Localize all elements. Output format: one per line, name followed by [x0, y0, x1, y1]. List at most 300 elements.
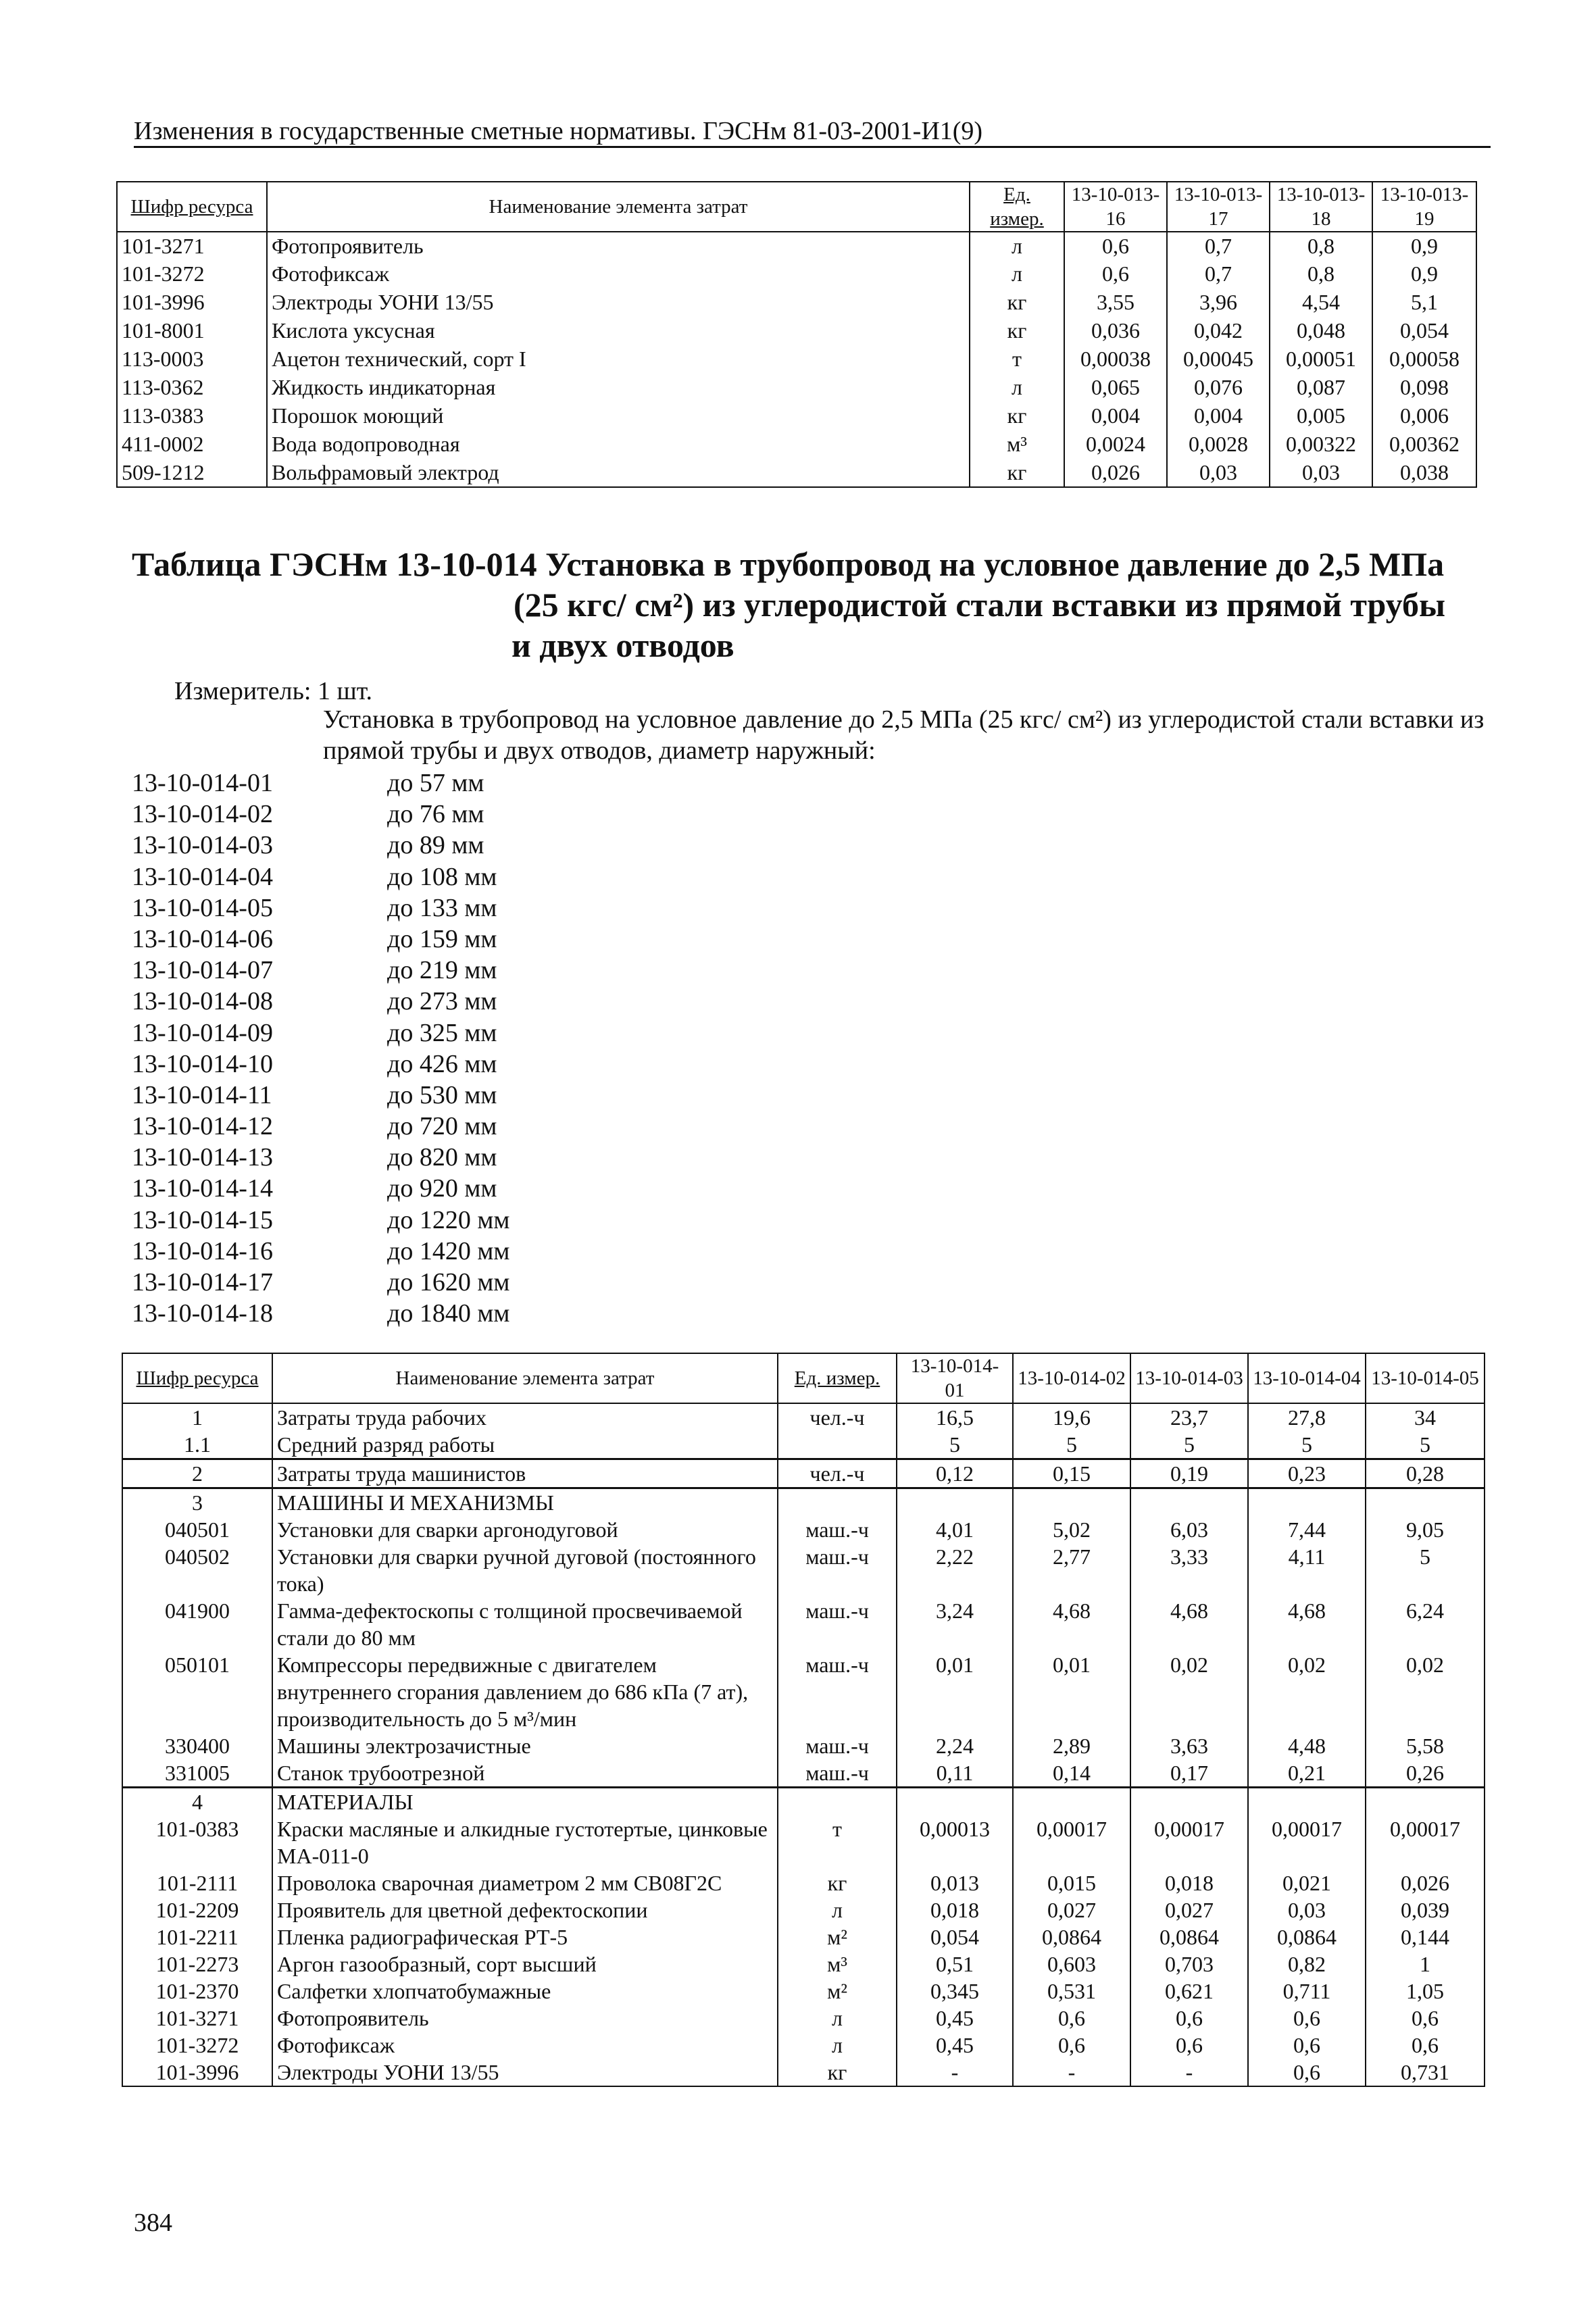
norm-code-item	[132, 1173, 509, 1204]
resource-unit: маш.-ч	[778, 1516, 897, 1543]
resource-unit: чел.-ч	[778, 1459, 897, 1488]
resource-code: 113-0362	[117, 374, 267, 402]
resource-unit: л	[970, 232, 1064, 260]
resource-value: 3,55	[1064, 288, 1167, 317]
col-header-norm: 13-10-014-01	[897, 1353, 1013, 1403]
table-row	[122, 1732, 1485, 1759]
resource-value: 0,28	[1366, 1459, 1485, 1488]
resource-value: 0,026	[1366, 1869, 1485, 1896]
table-row	[117, 288, 1476, 317]
resource-name: Машины электрозачистные	[272, 1732, 778, 1759]
norm-code: 13-10-014-14	[132, 1174, 273, 1203]
norm-code: 13-10-014-11	[132, 1080, 272, 1109]
resource-value: 0,03	[1167, 459, 1270, 487]
resource-value: 0,00051	[1270, 345, 1372, 374]
resource-value: 4,68	[1013, 1597, 1130, 1651]
norm-diameter: до 1620 мм	[387, 1268, 510, 1297]
table-row	[117, 260, 1476, 288]
norm-code-item	[132, 768, 509, 799]
resource-name: Электроды УОНИ 13/55	[267, 288, 970, 317]
resource-value: 0,00322	[1270, 430, 1372, 459]
resource-value: 0,15	[1013, 1459, 1130, 1488]
resource-value: 0,02	[1248, 1651, 1366, 1732]
col-header-norm: 13-10-014-05	[1366, 1353, 1485, 1403]
resource-value: 0,6	[1130, 2032, 1248, 2059]
norm-diameter: до 57 мм	[387, 769, 484, 797]
resource-code: 101-3996	[122, 2059, 272, 2086]
resource-value: 0,039	[1366, 1896, 1485, 1923]
resource-value: 0,11	[897, 1759, 1013, 1788]
resource-value: 0,005	[1270, 402, 1372, 430]
resource-value: 1	[1366, 1951, 1485, 1978]
norm-code-item	[132, 1298, 509, 1329]
resource-unit: м³	[778, 1951, 897, 1978]
page-number: 384	[134, 2209, 172, 2237]
norm-code: 13-10-014-12	[132, 1112, 273, 1141]
resource-value: 0,6	[1366, 2032, 1485, 2059]
resource-value: 0,0864	[1130, 1923, 1248, 1951]
resource-value: -	[897, 2059, 1013, 2086]
resource-name: Фотопроявитель	[272, 2005, 778, 2032]
resource-name: Установки для сварки ручной дуговой (постоянного тока)	[272, 1543, 778, 1597]
norm-code-item	[132, 1111, 509, 1142]
norm-diameter: до 1420 мм	[387, 1236, 510, 1265]
resource-name: Компрессоры передвижные с двигателем внутреннего сгорания давлением до 686 кПа (7 ат), производительность до 5 м³/мин	[272, 1651, 778, 1732]
table-row	[122, 2032, 1485, 2059]
resource-unit: л	[970, 260, 1064, 288]
resource-value: 23,7	[1130, 1403, 1248, 1431]
norm-code-item	[132, 1236, 509, 1267]
resource-code: 3	[122, 1488, 272, 1517]
norm-code: 13-10-014-04	[132, 862, 273, 891]
resource-value: 0,14	[1013, 1759, 1130, 1788]
resource-value: 0,0864	[1248, 1923, 1366, 1951]
resource-unit: кг	[778, 2059, 897, 2086]
resource-value: 0,098	[1372, 374, 1476, 402]
resource-code: 331005	[122, 1759, 272, 1788]
resource-value: 0,621	[1130, 1978, 1248, 2005]
resource-code: 050101	[122, 1651, 272, 1732]
resource-code: 101-2273	[122, 1951, 272, 1978]
resource-unit: маш.-ч	[778, 1732, 897, 1759]
norm-code-item	[132, 955, 509, 986]
measure-unit: Измеритель: 1 шт.	[174, 677, 372, 705]
running-header-text: Изменения в государственные сметные нормативы. ГЭСНм 81-03-2001-И1(9)	[134, 117, 983, 145]
resource-name: Пленка радиографическая РТ-5	[272, 1923, 778, 1951]
resource-value: 6,24	[1366, 1597, 1485, 1651]
resource-name: Проявитель для цветной дефектоскопии	[272, 1896, 778, 1923]
resource-value: 0,0864	[1013, 1923, 1130, 1951]
norm-code: 13-10-014-16	[132, 1236, 273, 1265]
table-row	[122, 1651, 1485, 1732]
resources-table-014	[122, 1353, 1485, 2087]
resource-code: 101-2370	[122, 1978, 272, 2005]
running-header	[134, 116, 1491, 148]
resource-name: Салфетки хлопчатобумажные	[272, 1978, 778, 2005]
norm-code-item	[132, 1205, 509, 1236]
resource-unit: м²	[778, 1978, 897, 2005]
table-row	[122, 1951, 1485, 1978]
resource-value: 5	[1366, 1543, 1485, 1597]
resource-value: 7,44	[1248, 1516, 1366, 1543]
resource-value: 5,1	[1372, 288, 1476, 317]
resource-value: 3,63	[1130, 1732, 1248, 1759]
resource-value: 0,027	[1013, 1896, 1130, 1923]
norm-diameter: до 1840 мм	[387, 1299, 510, 1328]
resource-name: Аргон газообразный, сорт высший	[272, 1951, 778, 1978]
resource-value: 0,021	[1248, 1869, 1366, 1896]
table-row	[122, 1543, 1485, 1597]
resource-value: 0,054	[1372, 317, 1476, 345]
col-header-norm: 13-10-014-03	[1130, 1353, 1248, 1403]
table-row	[122, 1516, 1485, 1543]
resource-value: 0,45	[897, 2005, 1013, 2032]
resource-value: 5,02	[1013, 1516, 1130, 1543]
resource-name: Гамма-дефектоскопы с толщиной просвечиваемой стали до 80 мм	[272, 1597, 778, 1651]
resource-value: 0,23	[1248, 1459, 1366, 1488]
resource-unit: маш.-ч	[778, 1759, 897, 1788]
col-header-norm: 13-10-014-04	[1248, 1353, 1366, 1403]
resource-value	[1130, 1788, 1248, 1816]
norm-code: 13-10-014-10	[132, 1049, 273, 1078]
norm-diameter: до 108 мм	[387, 862, 497, 891]
table-row	[122, 2005, 1485, 2032]
norm-diameter: до 133 мм	[387, 893, 497, 922]
resource-code: 101-3271	[122, 2005, 272, 2032]
resource-value: 0,087	[1270, 374, 1372, 402]
resource-value: 1,05	[1366, 1978, 1485, 2005]
resource-value	[897, 1788, 1013, 1816]
resource-value: 0,076	[1167, 374, 1270, 402]
resource-value: 0,015	[1013, 1869, 1130, 1896]
resource-code: 2	[122, 1459, 272, 1488]
resource-value: 0,013	[897, 1869, 1013, 1896]
resource-value: 0,036	[1064, 317, 1167, 345]
resource-unit: кг	[970, 317, 1064, 345]
work-description: Установка в трубопровод на условное давление до 2,5 МПа (25 кгс/ см²) из углеродистой стали вставки из прямой трубы и двух отводов, диаметр наружный:	[323, 705, 1485, 765]
resource-unit: кг	[970, 402, 1064, 430]
norm-code: 13-10-014-15	[132, 1205, 273, 1234]
col-header-name: Наименование элемента затрат	[272, 1353, 778, 1403]
resource-code: 041900	[122, 1597, 272, 1651]
resource-code: 4	[122, 1788, 272, 1816]
resource-value: 0,711	[1248, 1978, 1366, 2005]
norm-diameter: до 530 мм	[387, 1080, 497, 1109]
resource-unit: л	[778, 2005, 897, 2032]
resource-value: 0,018	[1130, 1869, 1248, 1896]
resource-value: 0,02	[1130, 1651, 1248, 1732]
resource-unit	[778, 1488, 897, 1517]
resource-value: 5	[897, 1431, 1013, 1459]
resource-unit	[778, 1788, 897, 1816]
resource-code: 101-3996	[117, 288, 267, 317]
resource-value	[1013, 1788, 1130, 1816]
resource-code: 113-0383	[117, 402, 267, 430]
resource-value	[1366, 1788, 1485, 1816]
resource-value: 2,24	[897, 1732, 1013, 1759]
resource-value: -	[1013, 2059, 1130, 2086]
norm-code: 13-10-014-01	[132, 769, 273, 797]
col-header-norm: 13-10-013-16	[1064, 182, 1167, 232]
title-line-3: и двух отводов	[512, 626, 734, 664]
table-row	[117, 317, 1476, 345]
resource-value: 0,6	[1248, 2005, 1366, 2032]
table-row	[117, 430, 1476, 459]
resource-name: Вода водопроводная	[267, 430, 970, 459]
resource-value: 0,6	[1248, 2059, 1366, 2086]
resource-value: 0,45	[897, 2032, 1013, 2059]
table-row	[122, 1403, 1485, 1431]
norm-code-item	[132, 1267, 509, 1298]
resource-name: Жидкость индикаторная	[267, 374, 970, 402]
resource-value	[1013, 1488, 1130, 1517]
resource-value: 0,026	[1064, 459, 1167, 487]
resource-value: 5	[1366, 1431, 1485, 1459]
col-header-norm: 13-10-013-18	[1270, 182, 1372, 232]
resource-value: 0,9	[1372, 232, 1476, 260]
resource-value: 4,11	[1248, 1543, 1366, 1597]
resource-unit: л	[970, 374, 1064, 402]
resource-value: 0,00017	[1130, 1815, 1248, 1869]
norm-code: 13-10-014-18	[132, 1299, 273, 1328]
norm-diameter: до 219 мм	[387, 956, 497, 985]
resource-name: Проволока сварочная диаметром 2 мм СВ08Г2С	[272, 1869, 778, 1896]
resource-value: 5	[1248, 1431, 1366, 1459]
resource-value: 3,33	[1130, 1543, 1248, 1597]
resource-value: 4,48	[1248, 1732, 1366, 1759]
resource-code: 101-2211	[122, 1923, 272, 1951]
title-line-2: (25 кгс/ см²) из углеродистой стали вставки из прямой трубы	[514, 586, 1446, 624]
resource-value: 4,01	[897, 1516, 1013, 1543]
resource-unit: маш.-ч	[778, 1651, 897, 1732]
resource-value: 2,77	[1013, 1543, 1130, 1597]
resource-value: 0,0028	[1167, 430, 1270, 459]
resource-value	[1248, 1488, 1366, 1517]
resource-value: 0,51	[897, 1951, 1013, 1978]
resource-value: 0,006	[1372, 402, 1476, 430]
resource-name: Затраты труда машинистов	[272, 1459, 778, 1488]
norm-code-item	[132, 892, 509, 924]
table-title	[132, 544, 1483, 665]
norm-code-item	[132, 986, 509, 1017]
resource-value: 0,018	[897, 1896, 1013, 1923]
resource-code: 509-1212	[117, 459, 267, 487]
norm-diameter: до 1220 мм	[387, 1205, 510, 1234]
resource-value: 27,8	[1248, 1403, 1366, 1431]
resource-name: МАТЕРИАЛЫ	[272, 1788, 778, 1816]
norm-diameter: до 76 мм	[387, 800, 484, 829]
resources-table-013	[116, 181, 1477, 488]
table-row	[122, 1978, 1485, 2005]
table-row	[122, 1431, 1485, 1459]
resource-value: 19,6	[1013, 1403, 1130, 1431]
resource-value: 0,01	[897, 1651, 1013, 1732]
table-row	[122, 1759, 1485, 1788]
resource-value: 5,58	[1366, 1732, 1485, 1759]
resource-value: 0,004	[1167, 402, 1270, 430]
norm-code: 13-10-014-02	[132, 800, 273, 829]
col-header-code: Шифр ресурса	[117, 182, 267, 232]
resource-value: 0,048	[1270, 317, 1372, 345]
resource-value: 0,00038	[1064, 345, 1167, 374]
norm-code-item	[132, 861, 509, 892]
resource-value: 0,21	[1248, 1759, 1366, 1788]
norm-diameter: до 426 мм	[387, 1049, 497, 1078]
table-row	[117, 402, 1476, 430]
resource-unit: м²	[778, 1923, 897, 1951]
norm-code: 13-10-014-08	[132, 987, 273, 1016]
table-row	[122, 1788, 1485, 1816]
resource-value: 0,19	[1130, 1459, 1248, 1488]
norm-code-item	[132, 830, 509, 861]
resource-code: 101-0383	[122, 1815, 272, 1869]
norm-code-item	[132, 924, 509, 955]
resource-value: 0,603	[1013, 1951, 1130, 1978]
resource-unit: л	[778, 2032, 897, 2059]
resource-value: 4,68	[1130, 1597, 1248, 1651]
table-row	[122, 1488, 1485, 1517]
resource-value: 2,89	[1013, 1732, 1130, 1759]
resource-value: 0,7	[1167, 232, 1270, 260]
resource-value: 0,00017	[1248, 1815, 1366, 1869]
resource-value: 0,00017	[1366, 1815, 1485, 1869]
resource-value: 0,02	[1366, 1651, 1485, 1732]
resource-value: 0,7	[1167, 260, 1270, 288]
norm-diameter: до 720 мм	[387, 1112, 497, 1141]
resource-name: МАШИНЫ И МЕХАНИЗМЫ	[272, 1488, 778, 1517]
resource-code: 113-0003	[117, 345, 267, 374]
resource-name: Краски масляные и алкидные густотертые, цинковые МА-011-0	[272, 1815, 778, 1869]
resource-code: 1.1	[122, 1431, 272, 1459]
resource-value: 0,042	[1167, 317, 1270, 345]
resource-value: 3,24	[897, 1597, 1013, 1651]
resource-value	[1366, 1488, 1485, 1517]
resource-value: 0,004	[1064, 402, 1167, 430]
resource-value	[1130, 1488, 1248, 1517]
resource-value: 0,345	[897, 1978, 1013, 2005]
resource-code: 411-0002	[117, 430, 267, 459]
col-header-name: Наименование элемента затрат	[267, 182, 970, 232]
table-row	[122, 1923, 1485, 1951]
norm-diameter: до 89 мм	[387, 831, 484, 860]
table-row	[122, 2059, 1485, 2086]
resource-value: 0,6	[1013, 2005, 1130, 2032]
resource-value: 0,00013	[897, 1815, 1013, 1869]
resource-unit: т	[778, 1815, 897, 1869]
title-line-1: Таблица ГЭСНм 13-10-014 Установка в трубопровод на условное давление до 2,5 МПа	[132, 545, 1445, 583]
col-header-unit: Ед. измер.	[970, 182, 1064, 232]
resource-value	[897, 1488, 1013, 1517]
resource-unit: кг	[970, 459, 1064, 487]
resource-value: 0,9	[1372, 260, 1476, 288]
resource-code: 101-3272	[122, 2032, 272, 2059]
resource-value: 0,6	[1064, 260, 1167, 288]
table-row	[122, 1815, 1485, 1869]
norm-diameter: до 325 мм	[387, 1018, 497, 1047]
table-row	[122, 1896, 1485, 1923]
resource-value: 5	[1130, 1431, 1248, 1459]
norm-code-item	[132, 1049, 509, 1080]
table-row	[117, 345, 1476, 374]
resource-code: 101-3271	[117, 232, 267, 260]
col-header-norm: 13-10-013-17	[1167, 182, 1270, 232]
resource-value: 0,00362	[1372, 430, 1476, 459]
resource-value: 0,03	[1248, 1896, 1366, 1923]
resource-value: -	[1130, 2059, 1248, 2086]
norm-code: 13-10-014-05	[132, 893, 273, 922]
resource-value: 0,027	[1130, 1896, 1248, 1923]
resource-unit: кг	[970, 288, 1064, 317]
resource-unit: чел.-ч	[778, 1403, 897, 1431]
resource-value: 0,12	[897, 1459, 1013, 1488]
col-header-norm: 13-10-014-02	[1013, 1353, 1130, 1403]
norm-code-item	[132, 799, 509, 830]
resource-unit: м³	[970, 430, 1064, 459]
table-row	[122, 1459, 1485, 1488]
col-header-code: Шифр ресурса	[122, 1353, 272, 1403]
resource-code: 101-2209	[122, 1896, 272, 1923]
resource-value	[1248, 1788, 1366, 1816]
table-row	[122, 1597, 1485, 1651]
resource-unit: маш.-ч	[778, 1543, 897, 1597]
resource-code: 101-8001	[117, 317, 267, 345]
resource-value: 16,5	[897, 1403, 1013, 1431]
resource-value: 0,17	[1130, 1759, 1248, 1788]
resource-value: 2,22	[897, 1543, 1013, 1597]
resource-unit	[778, 1431, 897, 1459]
norm-code: 13-10-014-03	[132, 831, 273, 860]
norm-code-list	[132, 768, 509, 1329]
norm-diameter: до 820 мм	[387, 1143, 497, 1172]
norm-diameter: до 920 мм	[387, 1174, 497, 1203]
resource-value: 0,531	[1013, 1978, 1130, 2005]
resource-value: 0,6	[1248, 2032, 1366, 2059]
resource-value: 0,703	[1130, 1951, 1248, 1978]
resource-value: 0,144	[1366, 1923, 1485, 1951]
col-header-unit: Ед. измер.	[778, 1353, 897, 1403]
resource-unit: л	[778, 1896, 897, 1923]
resource-code: 101-2111	[122, 1869, 272, 1896]
resource-unit: маш.-ч	[778, 1597, 897, 1651]
resource-value: 0,26	[1366, 1759, 1485, 1788]
resource-name: Порошок моющий	[267, 402, 970, 430]
resource-value: 9,05	[1366, 1516, 1485, 1543]
resource-code: 1	[122, 1403, 272, 1431]
resource-code: 040501	[122, 1516, 272, 1543]
norm-code: 13-10-014-09	[132, 1018, 273, 1047]
table-row	[117, 232, 1476, 260]
resource-value: 0,8	[1270, 232, 1372, 260]
resource-value: 0,00045	[1167, 345, 1270, 374]
norm-diameter: до 159 мм	[387, 924, 497, 953]
norm-code: 13-10-014-13	[132, 1143, 273, 1172]
resource-name: Станок трубоотрезной	[272, 1759, 778, 1788]
resource-name: Фотофиксаж	[267, 260, 970, 288]
resource-value: 0,6	[1366, 2005, 1485, 2032]
norm-code: 13-10-014-06	[132, 924, 273, 953]
resource-value: 5	[1013, 1431, 1130, 1459]
resource-name: Средний разряд работы	[272, 1431, 778, 1459]
resource-value: 0,065	[1064, 374, 1167, 402]
resource-value: 4,68	[1248, 1597, 1366, 1651]
resource-name: Фотопроявитель	[267, 232, 970, 260]
resource-value: 0,054	[897, 1923, 1013, 1951]
table-row	[117, 374, 1476, 402]
resource-code: 330400	[122, 1732, 272, 1759]
resource-value: 3,96	[1167, 288, 1270, 317]
resource-value: 6,03	[1130, 1516, 1248, 1543]
resource-name: Вольфрамовый электрод	[267, 459, 970, 487]
